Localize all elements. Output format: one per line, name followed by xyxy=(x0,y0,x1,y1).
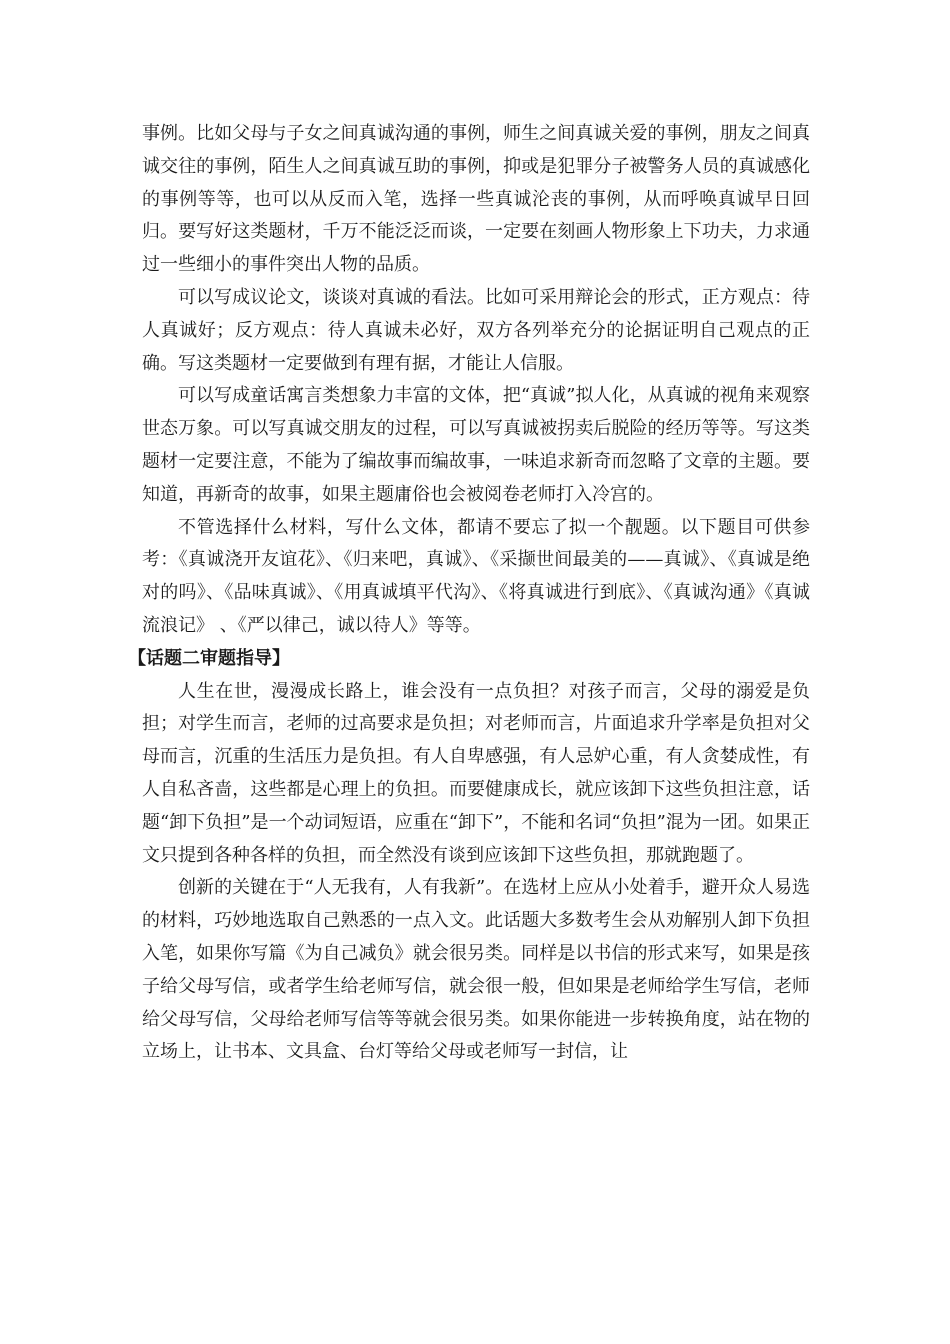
document-page xyxy=(128,118,810,1069)
section-heading: 【话题二审题指导】 xyxy=(128,647,290,669)
paragraph-3: 可以写成童话寓言类想象力丰富的文体，把“真诚”拟人化，从真诚的视角来观察世态万象。可以写真诚交朋友的过程，可以写真诚被拐卖后脱险的经历等等。写这类题材一定要注意，不能为了编故事而编故事，一味追求新奇而忽略了文章的主题。要知道，再新奇的故事，如果主题庸俗也会被阅卷老师打入冷宫的。 xyxy=(142,385,810,505)
paragraph-4: 不管选择什么材料，写什么文体，都请不要忘了拟一个靓题。以下题目可供参考：《真诚浇开友谊花》、《归来吧，真诚》、《采撷世间最美的——真诚》、《真诚是绝对的吗》、《品味真诚》、《用真诚填平代沟》、《将真诚进行到底》、《真诚沟通》《真诚流浪记》 、《严以律己，诚以待人》等等。 xyxy=(142,516,810,636)
paragraph-6: 创新的关键在于“人无我有，人有我新”。在选材上应从小处着手，避开众人易选的材料，巧妙地选取自己熟悉的一点入文。此话题大多数考生会从劝解别人卸下负担入笔，如果你写篇《为自己减负》就会很另类。同样是以书信的形式来写，如果是孩子给父母写信，或者学生给老师写信，就会很一般，但如果是老师给学生写信，老师给父母写信，父母给老师写信等等就会很另类。如果你能进一步转换角度，站在物的立场上，让书本、文具盒、台灯等给父母或老师写一封信，让 xyxy=(142,877,810,1063)
paragraph-1: 事例。比如父母与子女之间真诚沟通的事例，师生之间真诚关爱的事例，朋友之间真诚交往的事例，陌生人之间真诚互助的事例，抑或是犯罪分子被警务人员的真诚感化的事例等等，也可以从反而入笔，选择一些真诚沦丧的事例，从而呼唤真诚早日回归。要写好这类题材，千万不能泛泛而谈，一定要在刻画人物形象上下功夫，力求通过一些细小的事件突出人物的品质。 xyxy=(142,123,810,276)
paragraph-5: 人生在世，漫漫成长路上，谁会没有一点负担？对孩子而言，父母的溺爱是负担；对学生而言，老师的过高要求是负担；对老师而言，片面追求升学率是负担对父母而言，沉重的生活压力是负担。有人自卑感强，有人忌妒心重，有人贪婪成性，有人自私吝啬，这些都是心理上的负担。而要健康成长，就应该卸下这些负担注意，话题“卸下负担”是一个动词短语，应重在“卸下”，不能和名词“负担”混为一团。如果正文只提到各种各样的负担，而全然没有谈到应该卸下这些负担，那就跑题了。 xyxy=(142,680,810,866)
paragraph-2: 可以写成议论文，谈谈对真诚的看法。比如可采用辩论会的形式，正方观点：待人真诚好；反方观点：待人真诚未必好，双方各列举充分的论据证明自己观点的正确。写这类题材一定要做到有理有据，才能让人信服。 xyxy=(142,286,810,374)
